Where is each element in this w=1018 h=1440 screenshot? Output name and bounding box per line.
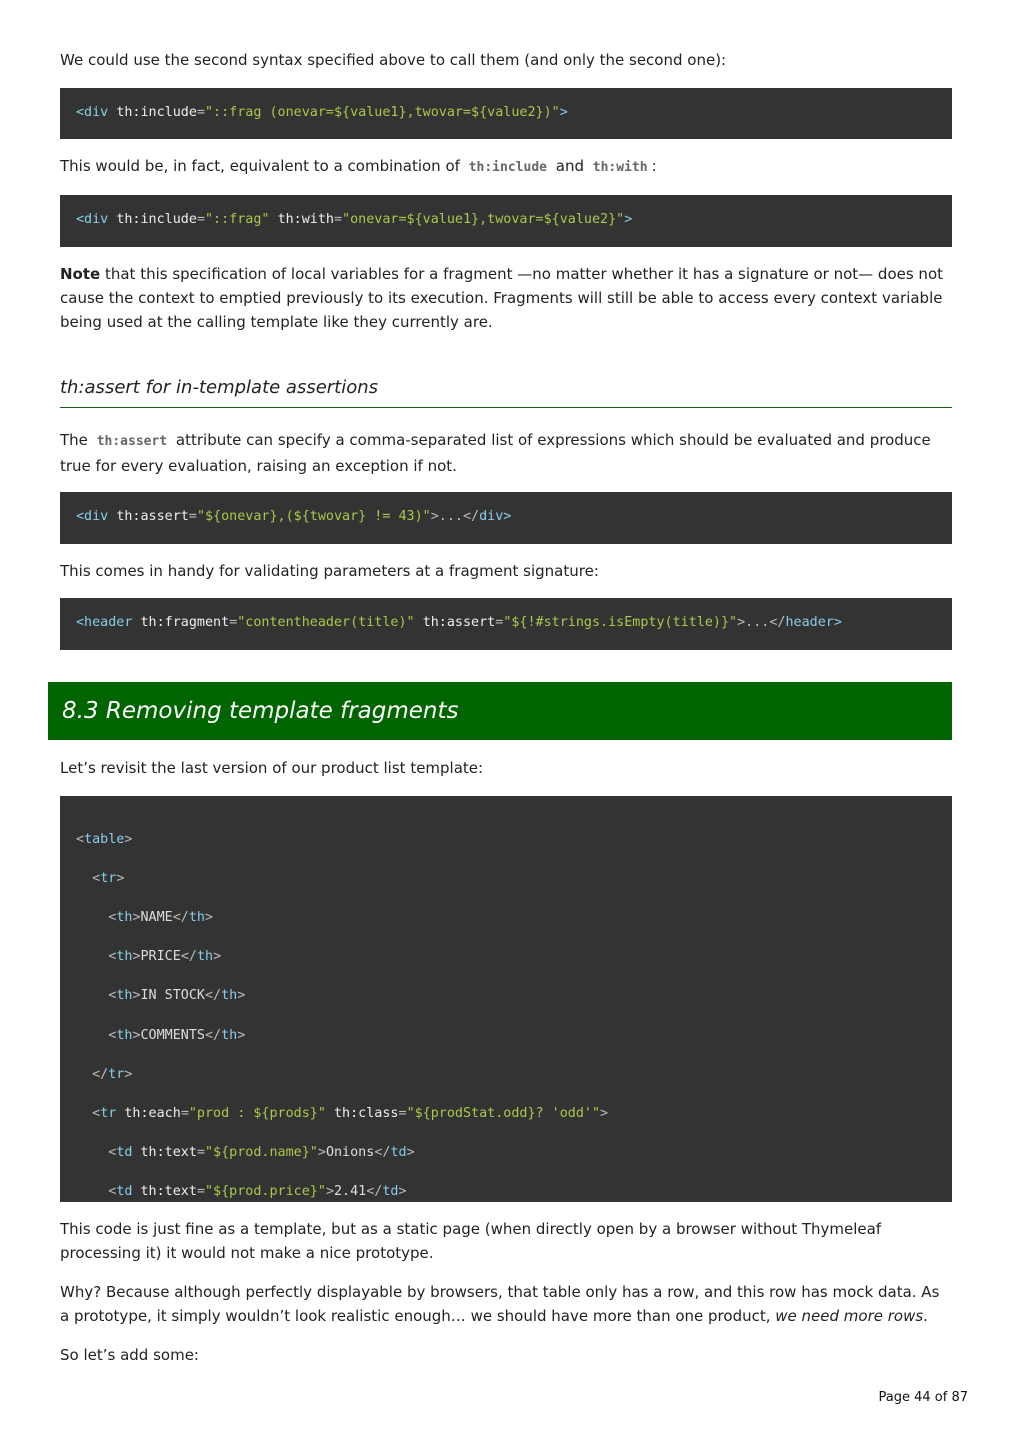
chapter-heading: 8.3 Removing template fragments <box>48 682 952 740</box>
paragraph-static-page: This code is just fine as a template, but as a static page (when directly open by a browser without Thymeleaf processing it) it would not make a nice prototype. <box>60 1220 882 1262</box>
code-token: 2.41 <box>334 1184 367 1200</box>
code-token: th:assert <box>422 615 496 630</box>
code-token: Onions <box>325 1145 375 1161</box>
code-token: "${prod.name}" <box>205 1145 318 1161</box>
code-token: <div <box>76 509 109 524</box>
code-token: > <box>833 615 842 630</box>
code-token: <div <box>76 212 109 227</box>
emphasis: we need more rows <box>775 1307 924 1325</box>
code-token: "${prod.price}" <box>205 1184 326 1200</box>
text-span: : <box>651 157 657 175</box>
inline-code: th:include <box>468 160 547 175</box>
paragraph-note <box>60 262 952 334</box>
code-token: th:include <box>116 105 197 120</box>
code-token: >...</ <box>737 615 786 630</box>
code-token: th:with <box>277 212 334 227</box>
code-token: header <box>785 615 834 630</box>
code-token: "${prodStat.odd}? 'odd'" <box>406 1105 601 1121</box>
code-block-include-signature <box>60 88 952 139</box>
code-token: "::frag" <box>205 212 270 227</box>
code-token: PRICE <box>140 949 181 965</box>
code-token: th:assert <box>116 509 189 524</box>
code-token: th:text <box>140 1145 197 1161</box>
code-token: div <box>479 509 504 524</box>
text-span: that this specification of local variables for a fragment —no matter whether it has a signature or not— does not cause the context to emptied previously to its execution. Fragments will still be able to access every context variable being used at the calling template like they currently are. <box>60 265 944 331</box>
text-span: Why? Because although perfectly displayable by browsers, that table only has a row, and this row has mock data. As a prototype, it simply wouldn’t look realistic enough… we should have more than one product, <box>60 1283 940 1325</box>
code-token: tr <box>100 870 117 886</box>
code-token: >...</ <box>430 509 480 524</box>
code-token: "::frag (onevar=${value1},twovar=${value2})" <box>205 105 560 120</box>
code-block-product-table: <table> <tr> <th>NAME</th> <th>PRICE</th> <th>IN STOCK</th> <th>COMMENTS</th> </tr> <tr th:each="prod : ${prods}" th:class="${prodStat.odd}? 'odd'"> <td th:text="${prod.name}">Onions</td> <td th:text="${prod.price}">2.41</td> <box>60 796 952 1202</box>
section-heading-th-assert: th:assert for in-template assertions <box>60 377 952 408</box>
inline-code: th:assert <box>96 434 168 449</box>
inline-code: th:with <box>592 160 648 175</box>
code-token: "${onevar},(${twovar} != 43)" <box>196 509 431 524</box>
code-token: > <box>503 509 512 524</box>
code-token: > <box>559 105 568 120</box>
paragraph-revisit: Let’s revisit the last version of our product list template: <box>60 759 484 777</box>
note-label: Note <box>60 265 101 283</box>
code-token: NAME <box>140 909 173 925</box>
paragraph-handy: This comes in handy for validating parameters at a fragment signature: <box>60 562 599 580</box>
code-token: "contentheader(title)" <box>237 615 415 630</box>
code-token: th:class <box>334 1105 399 1121</box>
code-token: table <box>84 831 125 847</box>
text-span: . <box>923 1307 928 1325</box>
code-token: COMMENTS <box>140 1027 205 1043</box>
code-token: th:include <box>116 212 197 227</box>
code-token: "onevar=${value1},twovar=${value2}" <box>342 212 625 227</box>
code-token: <div <box>76 105 109 120</box>
code-token: th:each <box>124 1105 181 1121</box>
page-number: Page 44 of 87 <box>878 1390 968 1405</box>
text-span: and <box>555 157 584 175</box>
paragraph-add-some: So let’s add some: <box>60 1346 199 1364</box>
paragraph-why <box>60 1280 952 1328</box>
paragraph-th-assert <box>60 428 952 478</box>
paragraph-equivalent <box>60 154 952 180</box>
code-block-assert: <div th:assert="${onevar},(${twovar} != 43)">...</div> <box>60 492 952 544</box>
text-span: The <box>60 431 88 449</box>
code-block-fragment-assert: <header th:fragment="contentheader(title)" th:assert="${!#strings.isEmpty(title)}">...</header> <box>60 598 952 650</box>
text-span: attribute can specify a comma-separated list of expressions which should be evaluated and produce true for every evaluation, raising an exception if not. <box>60 431 931 475</box>
text-span: This would be, in fact, equivalent to a combination of <box>60 157 460 175</box>
code-token: "${!#strings.isEmpty(title)}" <box>503 615 738 630</box>
code-token: th:fragment <box>140 615 230 630</box>
code-token: <header <box>76 615 133 630</box>
code-token: > <box>624 212 633 227</box>
code-token: "prod : ${prods}" <box>188 1105 326 1121</box>
code-token: = <box>196 105 205 120</box>
paragraph-intro: We could use the second syntax specified above to call them (and only the second one): <box>60 51 727 69</box>
code-token: th:text <box>140 1184 197 1200</box>
code-block-include-with: <div th:include="::frag" th:with="onevar=${value1},twovar=${value2}"> <box>60 195 952 247</box>
code-token: IN STOCK <box>140 988 205 1004</box>
